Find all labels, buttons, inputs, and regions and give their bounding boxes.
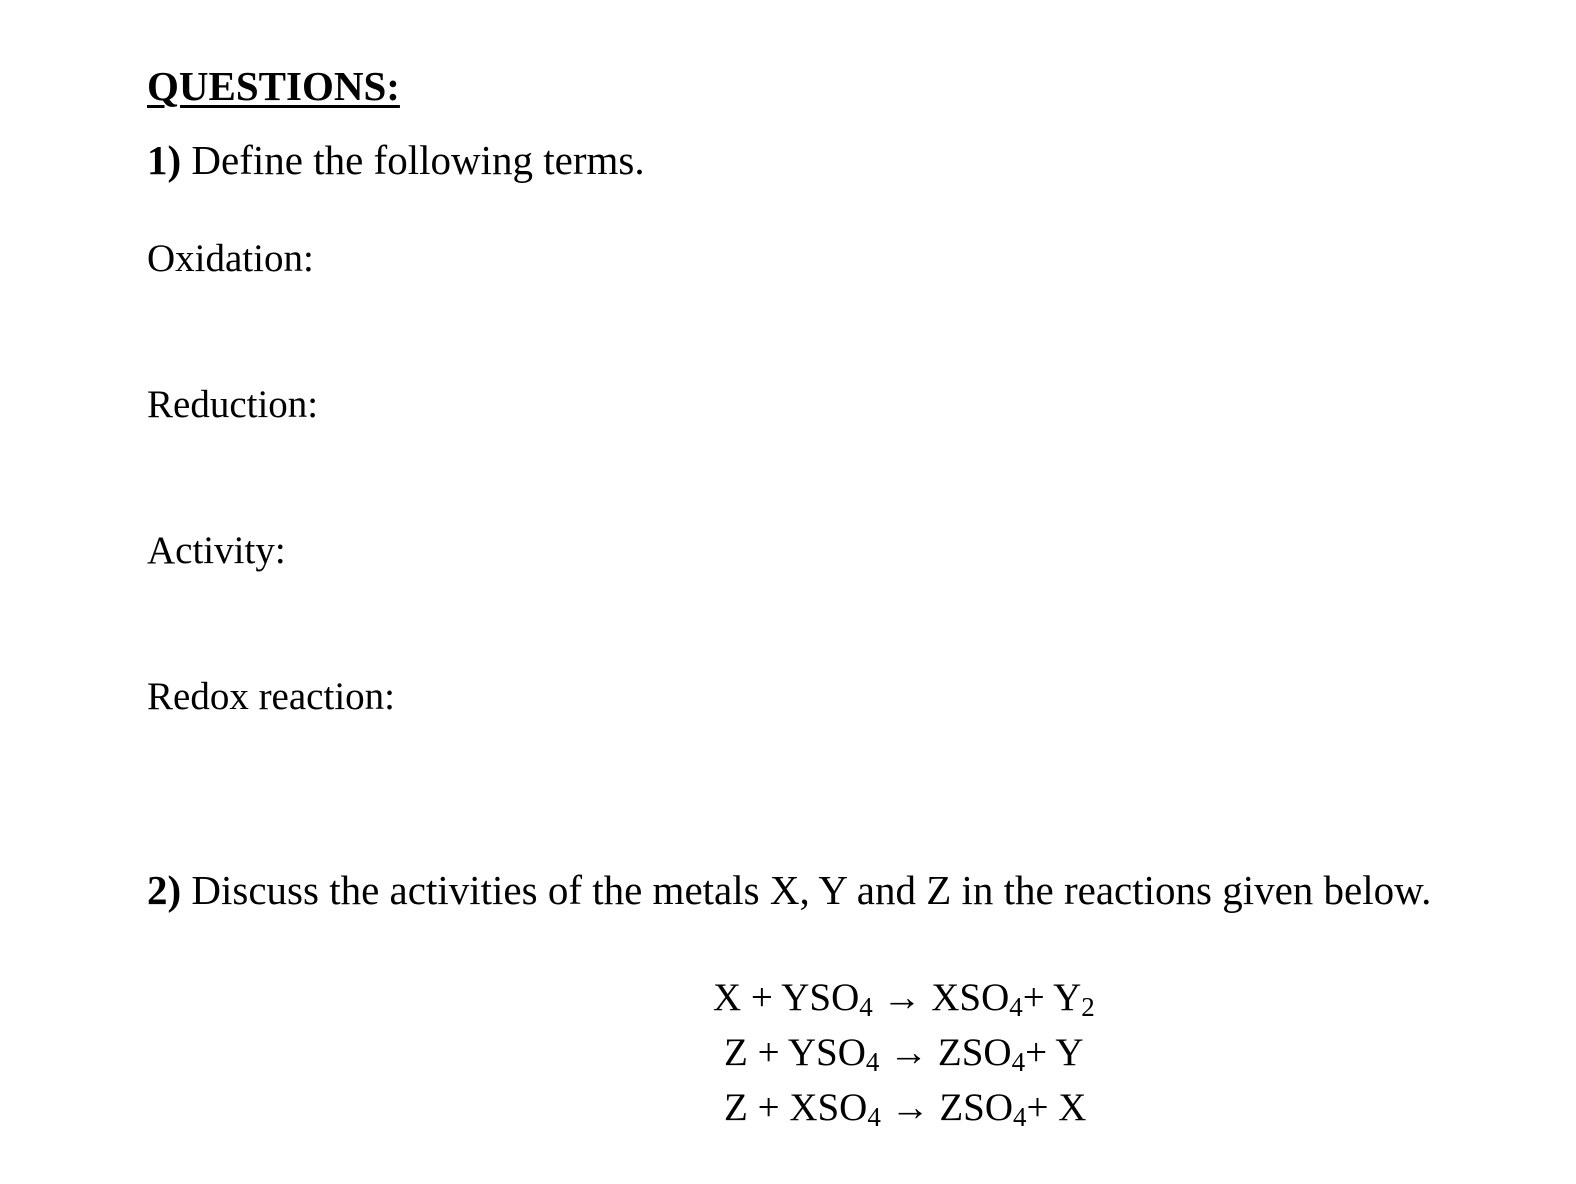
arrow-icon: →: [890, 1086, 930, 1129]
reaction-equation: [724, 1086, 1087, 1132]
reactant-2: $YSO_4$: [787, 1031, 880, 1077]
product-2: $Y_2$: [1053, 976, 1095, 1022]
reaction-equation: [724, 1031, 1084, 1077]
plus-sign: +: [757, 1086, 780, 1129]
plus-sign: +: [1026, 1086, 1049, 1129]
arrow-icon: →: [889, 1031, 929, 1074]
reactant-1: Z: [724, 1086, 748, 1129]
reactant-1: X: [713, 976, 742, 1019]
reaction-equation: [713, 976, 1095, 1022]
question-2-number: 2): [147, 867, 182, 913]
plus-sign: +: [1022, 976, 1045, 1019]
reactant-1: Z: [724, 1031, 748, 1074]
product-1: $ZSO_4$: [939, 1086, 1027, 1132]
product-2: Y: [1055, 1031, 1084, 1074]
arrow-icon: →: [882, 976, 922, 1019]
term-reduction: Reduction:: [147, 383, 319, 426]
page-title: QUESTIONS:: [147, 63, 400, 109]
question-1-text: Define the following terms.: [191, 137, 645, 183]
plus-sign: +: [1025, 1031, 1048, 1074]
question-1-number: 1): [147, 137, 182, 183]
product-1: $XSO_4$: [931, 976, 1023, 1022]
reactant-2: $XSO_4$: [789, 1086, 881, 1132]
term-activity: Activity:: [147, 529, 286, 572]
question-1: [147, 137, 645, 183]
plus-sign: +: [757, 1031, 780, 1074]
reactant-2: $YSO_4$: [781, 976, 873, 1022]
question-2-text: Discuss the activities of the metals X, Y and Z in the reactions given below.: [191, 867, 1432, 913]
plus-sign: +: [750, 976, 773, 1019]
term-redox-reaction: Redox reaction:: [147, 675, 395, 718]
product-1: $ZSO_4$: [937, 1031, 1026, 1077]
term-oxidation: Oxidation:: [147, 237, 314, 280]
product-2: X: [1058, 1086, 1087, 1129]
question-2: [147, 867, 1432, 913]
